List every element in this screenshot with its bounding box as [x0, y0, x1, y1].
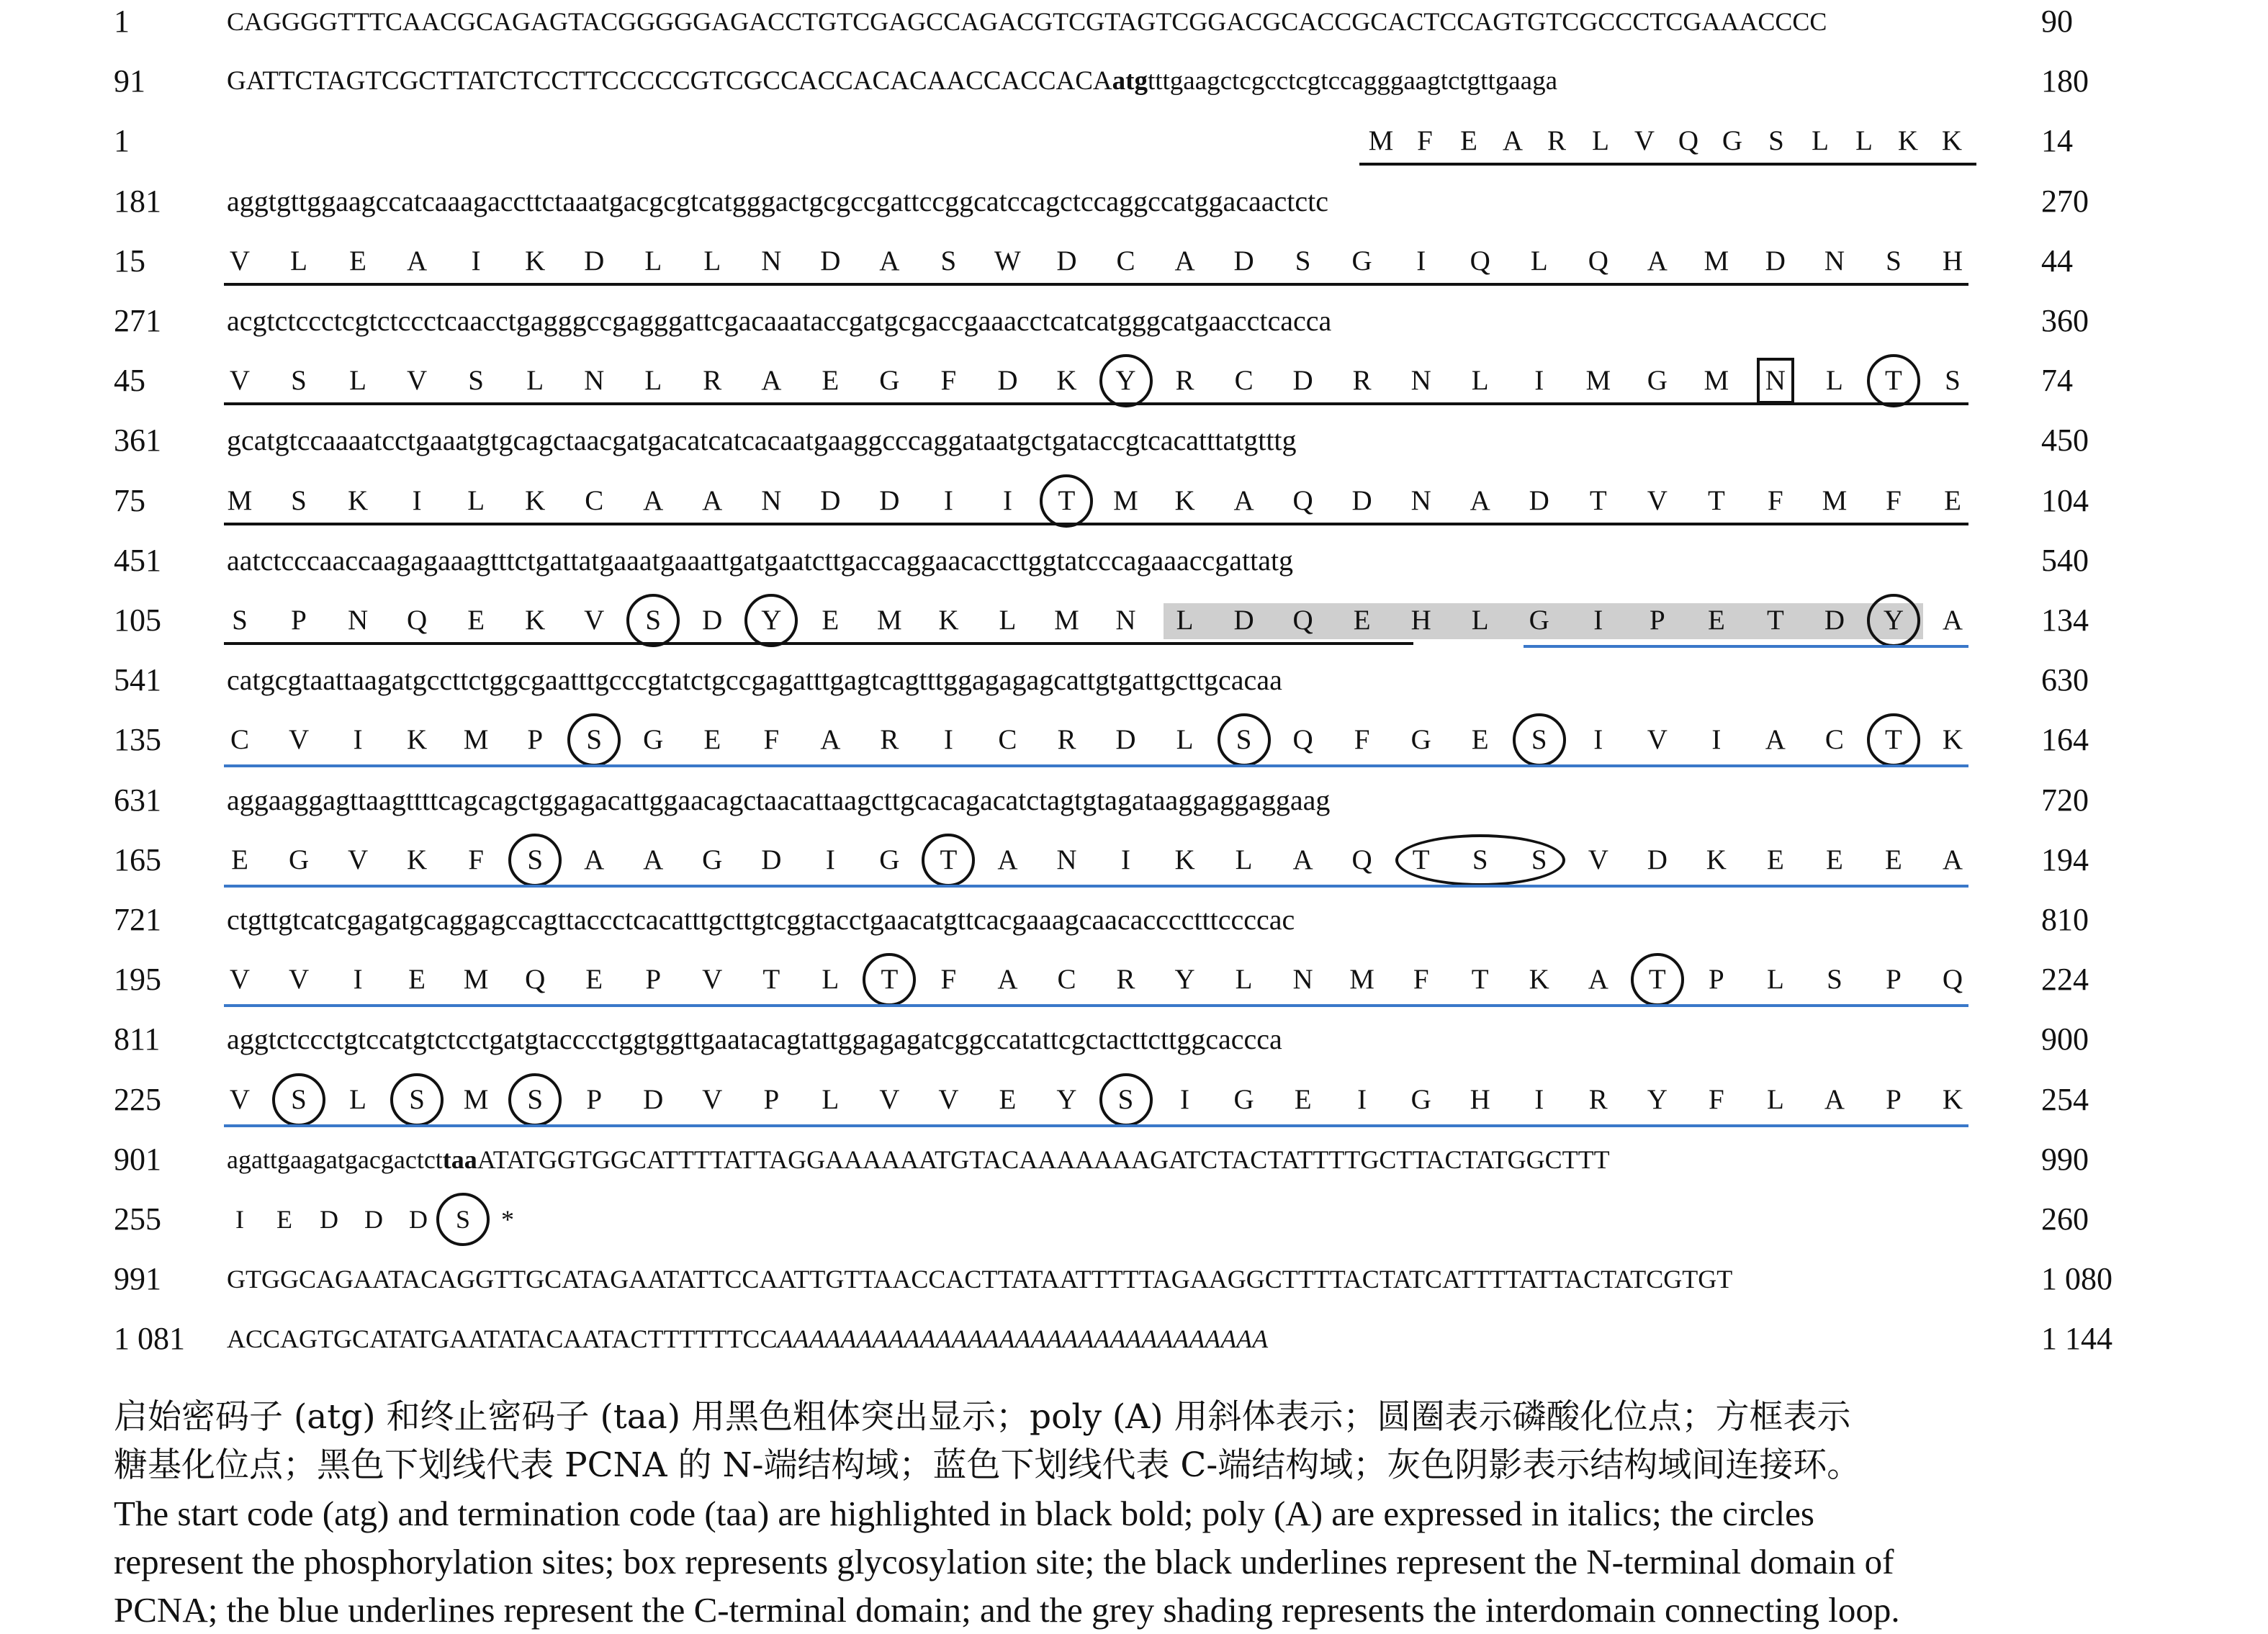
phosphorylation-site-circle: [1218, 713, 1271, 767]
sequence-text: acgtctccctcgtctccctcaacctgagggccgagggattcgacaaataccgatgcgaccgaaacctcatcatgggcatgaacctcacca: [227, 304, 1332, 337]
n-terminal-domain-underline: [224, 642, 1413, 645]
glycosylation-site-box: [1757, 358, 1794, 404]
c-terminal-domain-underline: [1524, 645, 1968, 648]
caption-zh-line-2: 糖基化位点；黑色下划线代表 PCNA 的 N-端结构域；蓝色下划线代表 C-端结构域；灰色阴影表示结构域间连接环。: [114, 1445, 1861, 1485]
n-terminal-domain-underline: [1359, 163, 1976, 166]
right-position-number: 134: [2041, 602, 2089, 638]
sequence-text: gcatgtccaaaatcctgaaatgtgcagctaacgatgacatcatcacaatgaaggcccaggataatgctgataccgtcacatttatgtttg: [227, 424, 1297, 457]
right-position-number: 360: [2041, 303, 2089, 338]
caption-en-line-1: The start code (atg) and termination code (taa) are highlighted in black bold; poly (A) are expressed in italics; the circles: [114, 1494, 1815, 1533]
nucleotide-sequence: [227, 180, 1976, 223]
left-position-number: 225: [114, 1081, 161, 1117]
right-position-number: 900: [2041, 1021, 2089, 1057]
protein-row: 45 74 V S L V S L N L R A E G F D K Y R C D R N L I M G M N L T S: [0, 359, 2268, 402]
sequence-text: GTGGCAGAATACAGGTTGCATAGAATATTCCAATTGTTAACCACTTATAATTTTTAGAAGGCTTTTACTATCATTTTATTACTATCGTGT: [227, 1265, 1733, 1294]
nucleotide-sequence: [227, 659, 1976, 702]
nucleotide-sequence: [227, 1018, 1976, 1061]
nucleotide-sequence: [227, 60, 1976, 103]
left-position-number: 1 081: [114, 1321, 185, 1357]
right-position-number: 540: [2041, 542, 2089, 578]
sequence-text: CAGGGGTTTCAACGCAGAGTACGGGGGAGACCTGTCGAGCCAGACGTCGTAGTCGGACGCACCGCACTCCAGTGTCGCCCTCGAAACCCC: [227, 7, 1827, 36]
protein-row: 15 44 V L E A I K D L L N D A S W D C A D S G I Q L Q A M D N S H: [0, 240, 2268, 283]
c-terminal-domain-underline: [224, 885, 1968, 888]
nucleotide-sequence: [227, 0, 1976, 43]
nucleotide-row: [0, 299, 2268, 343]
protein-row: 1 14 M F E A R L V Q G S L L K K: [0, 119, 2268, 163]
sequence-text: agattgaagatgacgactct: [227, 1145, 443, 1174]
sequence-text: ATATGGTGGCATTTTATTAGGAAAAAATGTACAAAAAAAGATCTACTATTTTGCTTACTATGGCTTT: [477, 1145, 1610, 1174]
left-position-number: 451: [114, 542, 161, 578]
n-terminal-domain-underline: [224, 283, 1968, 286]
caption-en-line-3: PCNA; the blue underlines represent the C-terminal domain; and the grey shading represents the interdomain connecting loop.: [114, 1590, 1900, 1630]
phosphorylation-site-circle: [1867, 713, 1920, 767]
nucleotide-sequence: [227, 299, 1976, 343]
sequence-text: tttgaagctcgcctcgtccagggaagtctgttgaaga: [1147, 66, 1558, 96]
phosphorylation-site-circle: [1040, 474, 1093, 528]
phosphorylation-site-circle: [272, 1073, 325, 1127]
right-position-number: 164: [2041, 722, 2089, 758]
right-position-number: 194: [2041, 841, 2089, 877]
nucleotide-sequence: [227, 419, 1976, 462]
phosphorylation-site-circle: [567, 713, 621, 767]
phosphorylation-site-circle: [863, 953, 916, 1006]
right-position-number: 1 144: [2041, 1321, 2112, 1357]
left-position-number: 255: [114, 1201, 161, 1237]
nucleotide-row: [0, 659, 2268, 702]
phosphorylation-site-circle: [626, 594, 680, 647]
right-position-number: 254: [2041, 1081, 2089, 1117]
left-position-number: 165: [114, 841, 161, 877]
nucleotide-row: [0, 1258, 2268, 1301]
nucleotide-row: [0, 1018, 2268, 1061]
poly-a-tail: AAAAAAAAAAAAAAAAAAAAAAAAAAAAAAA: [777, 1324, 1269, 1354]
nucleotide-row: [0, 1138, 2268, 1181]
left-position-number: 1: [114, 123, 130, 159]
protein-row: 105 134 S P N Q E K V S D Y E M K L M N L D Q E H L G I P E T D Y A: [0, 599, 2268, 642]
left-position-number: 991: [114, 1261, 161, 1297]
n-terminal-domain-underline: [224, 402, 1968, 405]
left-position-number: 721: [114, 902, 161, 937]
sequence-text: aggtgttggaagccatcaaagaccttctaaatgacgcgtcatgggactgcgccgattccggcatccagctccaggccatggacaactctc: [227, 184, 1328, 217]
protein-row: 195 224 V V I E M Q E P V T L T F A C R Y L N M F T K A T P L S P Q: [0, 958, 2268, 1001]
nucleotide-row: [0, 779, 2268, 822]
left-position-number: 15: [114, 243, 145, 279]
right-position-number: 90: [2041, 4, 2073, 39]
right-position-number: 14: [2041, 123, 2073, 159]
phosphorylation-site-circle: [1867, 594, 1920, 647]
left-position-number: 105: [114, 602, 161, 638]
phosphorylation-site-circle: [1099, 354, 1153, 407]
phosphorylation-site-circle: [1099, 1073, 1153, 1127]
nucleotide-sequence: [227, 1317, 1976, 1360]
left-position-number: 541: [114, 662, 161, 698]
nucleotide-sequence: [227, 1138, 1976, 1181]
right-position-number: 990: [2041, 1141, 2089, 1177]
protein-row: 255 260 I E D D D S *: [0, 1198, 2268, 1241]
left-position-number: 271: [114, 303, 161, 338]
right-position-number: 180: [2041, 63, 2089, 99]
caption-en-line-2: represent the phosphorylation sites; box represents glycosylation site; the black underlines represent the N-terminal domain of: [114, 1542, 1894, 1581]
c-terminal-domain-underline: [224, 764, 1968, 767]
left-position-number: 181: [114, 183, 161, 219]
left-position-number: 1: [114, 4, 130, 39]
nucleotide-sequence: [227, 779, 1976, 822]
phosphorylation-site-circle: [508, 1073, 562, 1127]
right-position-number: 74: [2041, 363, 2073, 399]
sequence-text: aggaaggagttaagttttcagcagctggagacattggaacagctaacattaagcttgcacagacatctagtgtagataaggaggaggaag: [227, 783, 1331, 816]
left-position-number: 195: [114, 962, 161, 998]
left-position-number: 135: [114, 722, 161, 758]
phosphorylation-site-circle: [1867, 354, 1920, 407]
left-position-number: 631: [114, 782, 161, 818]
n-terminal-domain-underline: [224, 523, 1968, 525]
sequence-text: catgcgtaattaagatgccttctggcgaatttgcccgtatctgccgagatttgagtcagtttggagagagcattgtgattgcttgcacaa: [227, 664, 1282, 697]
nucleotide-row: [0, 898, 2268, 942]
nucleotide-row: [0, 539, 2268, 582]
left-position-number: 901: [114, 1141, 161, 1177]
sequence-text: ctgttgtcatcgagatgcaggagccagttaccctcacatttgcttgtcggtacctgaacatgttcacgaaagcaacacccctttccccac: [227, 903, 1295, 936]
right-position-number: 44: [2041, 243, 2073, 279]
left-position-number: 361: [114, 423, 161, 459]
c-terminal-domain-underline: [224, 1004, 1968, 1007]
right-position-number: 720: [2041, 782, 2089, 818]
right-position-number: 224: [2041, 962, 2089, 998]
nucleotide-sequence: [227, 898, 1976, 942]
figure-caption: [114, 1393, 2202, 1634]
phosphorylation-site-circle: [744, 594, 798, 647]
phosphorylation-site-circle: [922, 834, 975, 887]
right-position-number: 810: [2041, 902, 2089, 937]
caption-zh-line-1: 启始密码子 (atg) 和终止密码子 (taa) 用黑色粗体突出显示；poly (A) 用斜体表示；圆圈表示磷酸化位点；方框表示: [114, 1397, 1851, 1437]
sequence-text: ACCAGTGCATATGAATATACAATACTTTTTTCC: [227, 1324, 778, 1354]
phosphorylation-site-circle: [508, 834, 562, 887]
sequence-text: GATTCTAGTCGCTTATCTCCTTCCCCCGTCGCCACCACACAACCACCACA: [227, 66, 1112, 96]
phosphorylation-site-circle: [436, 1193, 490, 1246]
nucleotide-row: [0, 60, 2268, 103]
right-position-number: 260: [2041, 1201, 2089, 1237]
left-position-number: 45: [114, 363, 145, 399]
protein-row: 75 104 M S K I L K C A A N D D I I T M K A Q D N A D T V T F M F E: [0, 479, 2268, 523]
phosphorylation-site-circle: [1631, 953, 1684, 1006]
nucleotide-row: [0, 419, 2268, 462]
right-position-number: 270: [2041, 183, 2089, 219]
nucleotide-row: [0, 1317, 2268, 1360]
left-position-number: 75: [114, 482, 145, 518]
protein-row: 135 164 C V I K M P S G E F A R I C R D L S Q F G E S I V I A C T K: [0, 718, 2268, 762]
nucleotide-row: [0, 180, 2268, 223]
right-position-number: 630: [2041, 662, 2089, 698]
protein-row: 225 254 V S L S M S P D V P L V V E Y S I G E I G H I R Y F L A P K: [0, 1078, 2268, 1121]
start-codon: atg: [1112, 66, 1148, 96]
left-position-number: 91: [114, 63, 145, 99]
left-position-number: 811: [114, 1021, 161, 1057]
c-terminal-domain-underline: [224, 1124, 1968, 1127]
sequence-text: aggtctccctgtccatgtctcctgatgtacccctggtggttgaatacagtattggagagatcggccatattcgctacttcttggcaccca: [227, 1023, 1282, 1056]
protein-row: 165 194 E G V K F S A A G D I G T A N I K L A Q T S S V D K E E E A: [0, 839, 2268, 882]
right-position-number: 1 080: [2041, 1261, 2112, 1297]
right-position-number: 450: [2041, 423, 2089, 459]
stop-codon: taa: [442, 1145, 477, 1174]
nucleotide-sequence: [227, 539, 1976, 582]
nucleotide-row: [0, 0, 2268, 43]
sequence-text: aatctcccaaccaagagaaagtttctgattatgaaatgaaattgatgaatcttgaccaggaacaccttggtatcccagaaaccgattatg: [227, 543, 1294, 577]
phosphorylation-site-circle: [1513, 713, 1566, 767]
phosphorylation-site-circle: [390, 1073, 444, 1127]
nucleotide-sequence: [227, 1258, 1976, 1301]
right-position-number: 104: [2041, 482, 2089, 518]
phosphorylation-site-ellipse: [1395, 834, 1565, 886]
